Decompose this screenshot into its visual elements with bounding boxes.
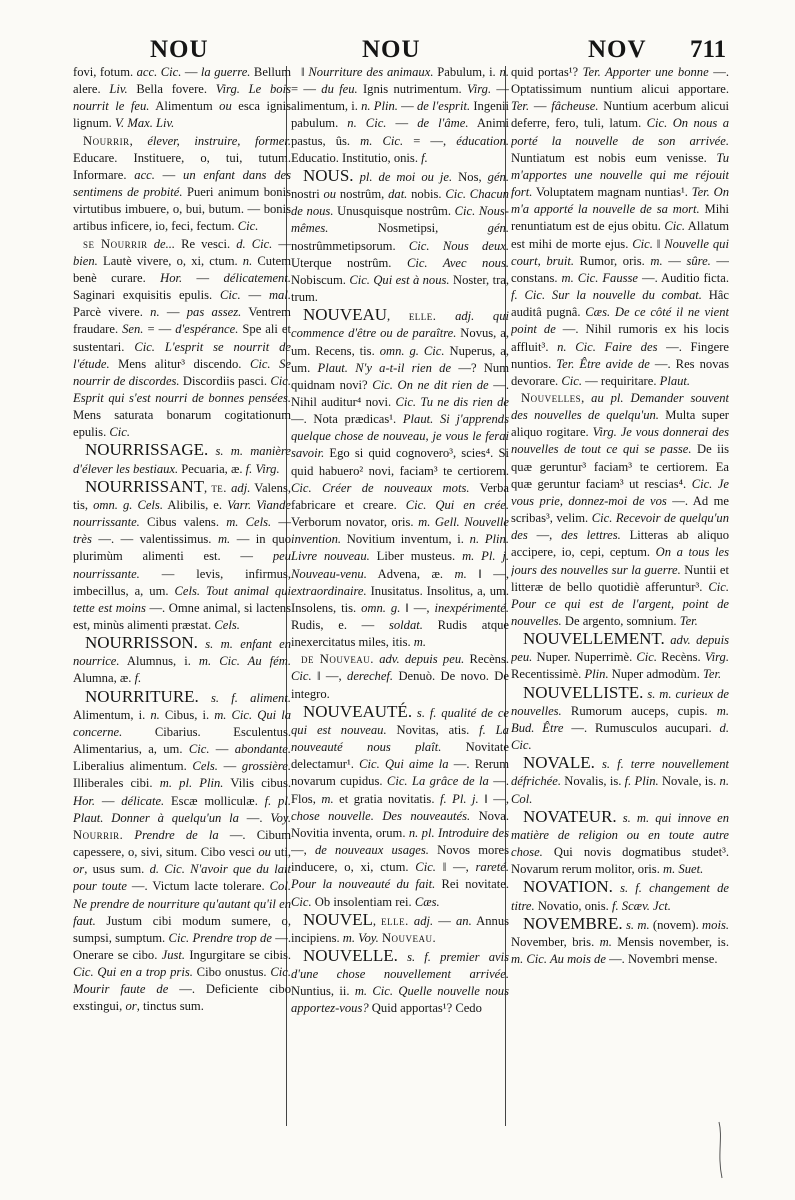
entry-subsense: de Nouveau. adv. depuis peu. Recèns. Cic. ‖ —, derechef. Denuò. De novo. De integro. <box>291 652 509 701</box>
entry-subsense: Nourrir, élever, instruire, former. Educare. Instituere, o, tui, tutum. Informare. acc. — un enfant dans des sentimens de probité. Pueri animum bonis virtutibus imbuere, o, bui, butum. — bonis artibus inficere, io, feci, fectum. Cic. <box>73 133 291 234</box>
entry-headword: NOVATEUR. <box>523 806 617 826</box>
dictionary-entry: NOURRISSAGE. s. m. manière d'élever les bestiaux. Pecuaria, æ. f. Virg. <box>73 440 291 476</box>
entry-headword: NOURRISSON. <box>85 633 198 653</box>
entry-headword: NOVEMBRE. <box>523 913 623 933</box>
entry-headword: NOURRISSANT <box>85 476 205 496</box>
dictionary-entry: NOVALE. s. f. terre nouvellement défrichée. Novalis, is. f. Plin. Novale, is. n. Col. <box>511 753 729 806</box>
dictionary-entry: NOUVELLE. s. f. premier avis d'une chose nouvellement arrivée. Nuntius, ii. m. Cic. Quelle nouvelle nous apportez-vous? Quid apportas¹? Cedo <box>291 945 509 1016</box>
entry-continuation: fovi, fotum. acc. Cic. — la guerre. Bellum alere. Liv. Bella fovere. Virg. Le bois nourrit le feu. Alimentum ou esca ignis lignum. V. Max. Liv. <box>73 65 291 131</box>
margin-mark <box>715 1120 727 1180</box>
entry-headword: NOUVEL <box>303 909 373 929</box>
entry-subsense: se Nourrir de... Re vesci. d. Cic. — bien. Lautè vivere, o, xi, ctum. n. Cutem benè curare. Hor. — délicatement. Saginari exquisitis epulis. Cic. — mal. Parcè vivere. n. — pas assez. Ventrem fraudare. Sen. = — d'espérance. Spe ali et sustentari. Cic. L'esprit se nourrit de l'étude. Mens alitur³ discendo. Cic. Se nourrir de discordes. Discordiis pasci. Cic. Esprit qui s'est nourri de bonnes pensées. Mens saturata bonarum cogitationum epulis. Cic. <box>73 236 291 440</box>
entry-headword: NOURRITURE. <box>85 686 199 706</box>
entry-headword: NOUVEAUTÉ. <box>303 701 413 721</box>
entry-subsense: ‖ Nourriture des animaux. Pabulum, i. n. = — du feu. Ignis nutrimentum. Virg. — alimentum, i. n. Plin. — de l'esprit. Ingenii pabulum. n. Cic. — de l'âme. Animi pastus, ûs. m. Cic. = —, éducation. Educatio. Institutio, onis. f. <box>291 65 509 165</box>
dictionary-entry: NOURRITURE. s. f. aliment. Alimentum, i. n. Cibus, i. m. Cic. Qui la concerne. Cibarius. Esculentus. Alimentarius, a, um. Cic. — abondante. Liberalius alimentum. Cels. — grossière. Illiberales cibi. m. pl. Plin. Vilis cibus. Hor. — délicate. Escæ molliculæ. f. pl. Plaut. Donner à quelqu'un la —. Voy. Nourrir. Prendre de la —. Cibum capessere, o, sivi, situm. Cibo vesci ou uti, or, usus sum. d. Cic. N'avoir que du lait pour toute —. Victum lacte tolerare. Col. Ne prendre de nourriture qu'autant qu'il en faut. Justum cibi modum sumere, o, sumpsi, sumptum. Cic. Prendre trop de —. Onerare se cibo. Just. Ingurgitare se cibis. Cic. Qui en a trop pris. Cibo onustus. Cic. Mourir faute de —. Deficiente cibo exstingui, or, tinctus sum. <box>73 686 291 1014</box>
entry-headword: NOUVELLE. <box>303 945 398 965</box>
column-middle <box>291 64 509 1134</box>
header-right-word: NOV <box>588 36 647 63</box>
header-center-word: NOU <box>362 36 421 63</box>
dictionary-entry: NOUVELLISTE. s. m. curieux de nouvelles. Rumorum auceps, cupis. m. Bud. Être —. Rumusculos aucupari. d. Cic. <box>511 682 729 753</box>
entry-headword: NOVATION. <box>523 877 613 897</box>
dictionary-entry: NOUVELLEMENT. adv. depuis peu. Nuper. Nuperrimè. Cic. Recèns. Virg. Recentissimè. Plin. Nuper admodùm. Ter. <box>511 629 729 682</box>
dictionary-entry: NOVEMBRE. s. m. (novem). mois. November, bris. m. Mensis november, is. m. Cic. Au mois de —. Novembri mense. <box>511 913 729 966</box>
entry-headword: NOUS. <box>303 165 354 185</box>
dictionary-entry: NOURRISSANT, te. adj. Valens, tis, omn. g. Cels. Alibilis, e. Varr. Viande nourrissante. Cibus valens. m. Cels. — très —. — valentissimus. m. — in quo plurimùm alimenti est. — peu nourrissante. — levis, infirmus, imbecillus, a, um. Cels. Tout animal qui tette est moins —. Omne animal, si lactens est, minùs alimenti præstat. Cels. <box>73 476 291 632</box>
entry-headword: NOURRISSAGE. <box>85 440 209 460</box>
column-right <box>511 64 729 1134</box>
dictionary-entry: NOUS. pl. de moi ou je. Nos, gén. nostri ou nostrûm, dat. nobis. Cic. Chacun de nous. Unusquisque nostrûm. Cic. Nous-mêmes. Nosmetipsi, gén. nostrûmmetipsorum. Cic. Nous deux. Uterque nostrûm. Cic. Avec nous. Nobiscum. Cic. Qui est à nous. Noster, tra, trum. <box>291 165 509 305</box>
entry-subsense: Nouvelles, au pl. Demander souvent des nouvelles de quelqu'un. Multa super aliquo rogitare. Virg. Je vous donnerai des nouvelles de tout ce qui se passe. De iis quæ geruntur³ faciam³ te certiorem. Ea quæ geruntur faciam³ ut rescias⁴. Cic. Je vous prie, donnez-moi de vos —. Ad me scribas³, velim. Cic. Recevoir de quelqu'un des —, des lettres. Litteras ab aliquo accipere, io, cepi, ceptum. On a tous les jours des nouvelles sur la guerre. Nuntii et litteræ de bello quotidiè afferuntur³. Cic. Pour ce qui est de l'argent, point de nouvelles. De argento, somnium. Ter. <box>511 390 729 628</box>
entry-headword: NOUVELLEMENT. <box>523 629 665 649</box>
column-left <box>73 64 291 1134</box>
entry-headword: NOVALE. <box>523 753 595 773</box>
dictionary-entry: NOUVEAUTÉ. s. f. qualité de ce qui est nouveau. Novitas, atis. f. La nouveauté nous plaît. Novitate delectamur¹. Cic. Qui aime la —. Rerum novarum cupidus. Cic. La grâce de la —. Flos, m. et gratia novitatis. f. Pl. j. ‖ —, chose nouvelle. Des nouveautés. Nova. Novitia inventa, orum. n. pl. Introduire des —, de nouveaux usages. Novos mores inducere, o, xi, ctum. Cic. ‖ —, rareté. Pour la nouveauté du fait. Rei novitate. Cic. Ob insolentiam rei. Cæs. <box>291 701 509 909</box>
entry-continuation: quid portas¹? Ter. Apporter une bonne —. Optatissimum nuntium alicui apportare. Ter. — fâcheuse. Nuntium acerbum alicui deferre, fero, tuli, latum. Cic. On nous a porté la nouvelle de son arrivée. Nuntiatum est nobis eum venisse. Tu m'apportes une nouvelle qui me réjouit fort. Voluptatem magnam nuntias¹. Ter. On m'a apporté la nouvelle de sa mort. Mihi renuntiatum est de ejus obitu. Cic. Allatum est mihi de morte ejus. Cic. ‖ Nouvelle qui court, bruit. Rumor, oris. m. — sûre. — constans. m. Cic. Fausse —. Auditio ficta. f. Cic. Sur la nouvelle du combat. Hâc auditâ pugnâ. Cæs. De ce côté il ne vient point de —. Nihil rumoris ex his locis affluit³. n. Cic. Faire des —. Fingere nuntios. Ter. Être avide de —. Res novas devorare. Cic. — requiritare. Plaut. <box>511 65 729 388</box>
dictionary-entry: NOURRISSON. s. m. enfant en nourrice. Alumnus, i. m. Cic. Au fém. Alumna, æ. f. <box>73 633 291 686</box>
header-left-word: NOU <box>150 36 209 63</box>
dictionary-entry: NOVATION. s. f. changement de titre. Novatio, onis. f. Scæv. Jct. <box>511 877 729 913</box>
entry-headword: NOUVELLISTE. <box>523 682 644 702</box>
entry-headword: NOUVEAU <box>303 305 388 325</box>
dictionary-entry: NOUVEL, elle. adj. — an. Annus incipiens. m. Voy. Nouveau. <box>291 909 509 945</box>
page-number: 711 <box>690 36 727 63</box>
dictionary-entry: NOVATEUR. s. m. qui innove en matière de religion ou en toute autre chose. Qui novis dogmatibus studet³. Novarum rerum molitor, oris. m. Suet. <box>511 806 729 877</box>
dictionary-entry: NOUVEAU, elle. adj. qui commence d'être ou de paraître. Novus, a, um. Recens, tis. omn. g. Cic. Nuperus, a, um. Plaut. N'y a-t-il rien de —? Num quidnam novi? Cic. On ne dit rien de —. Nihil auditur⁴ novi. Cic. Tu ne dis rien de —. Nota prædicas¹. Plaut. Si j'apprends quelque chose de nouveau, je vous le ferai savoir. Ego si quid cognovero³, scies⁴. Si quid habuero² novi, faciam³ te certiorem. Cic. Créer de nouveaux mots. Verba fabricare et creare. Cic. Qui en crée. Verborum novator, oris. m. Gell. Nouvelle invention. Novitium inventum, i. n. Plin. Livre nouveau. Liber musteus. m. Pl. j. Nouveau-venu. Advena, æ. m. ‖ —, extraordinaire. Inusitatus. Insolitus, a, um. Insolens, tis. omn. g. ‖ —, inexpérimenté. Rudis, e. — soldat. Rudis atque inexercitatus miles, itis. m. <box>291 305 509 650</box>
